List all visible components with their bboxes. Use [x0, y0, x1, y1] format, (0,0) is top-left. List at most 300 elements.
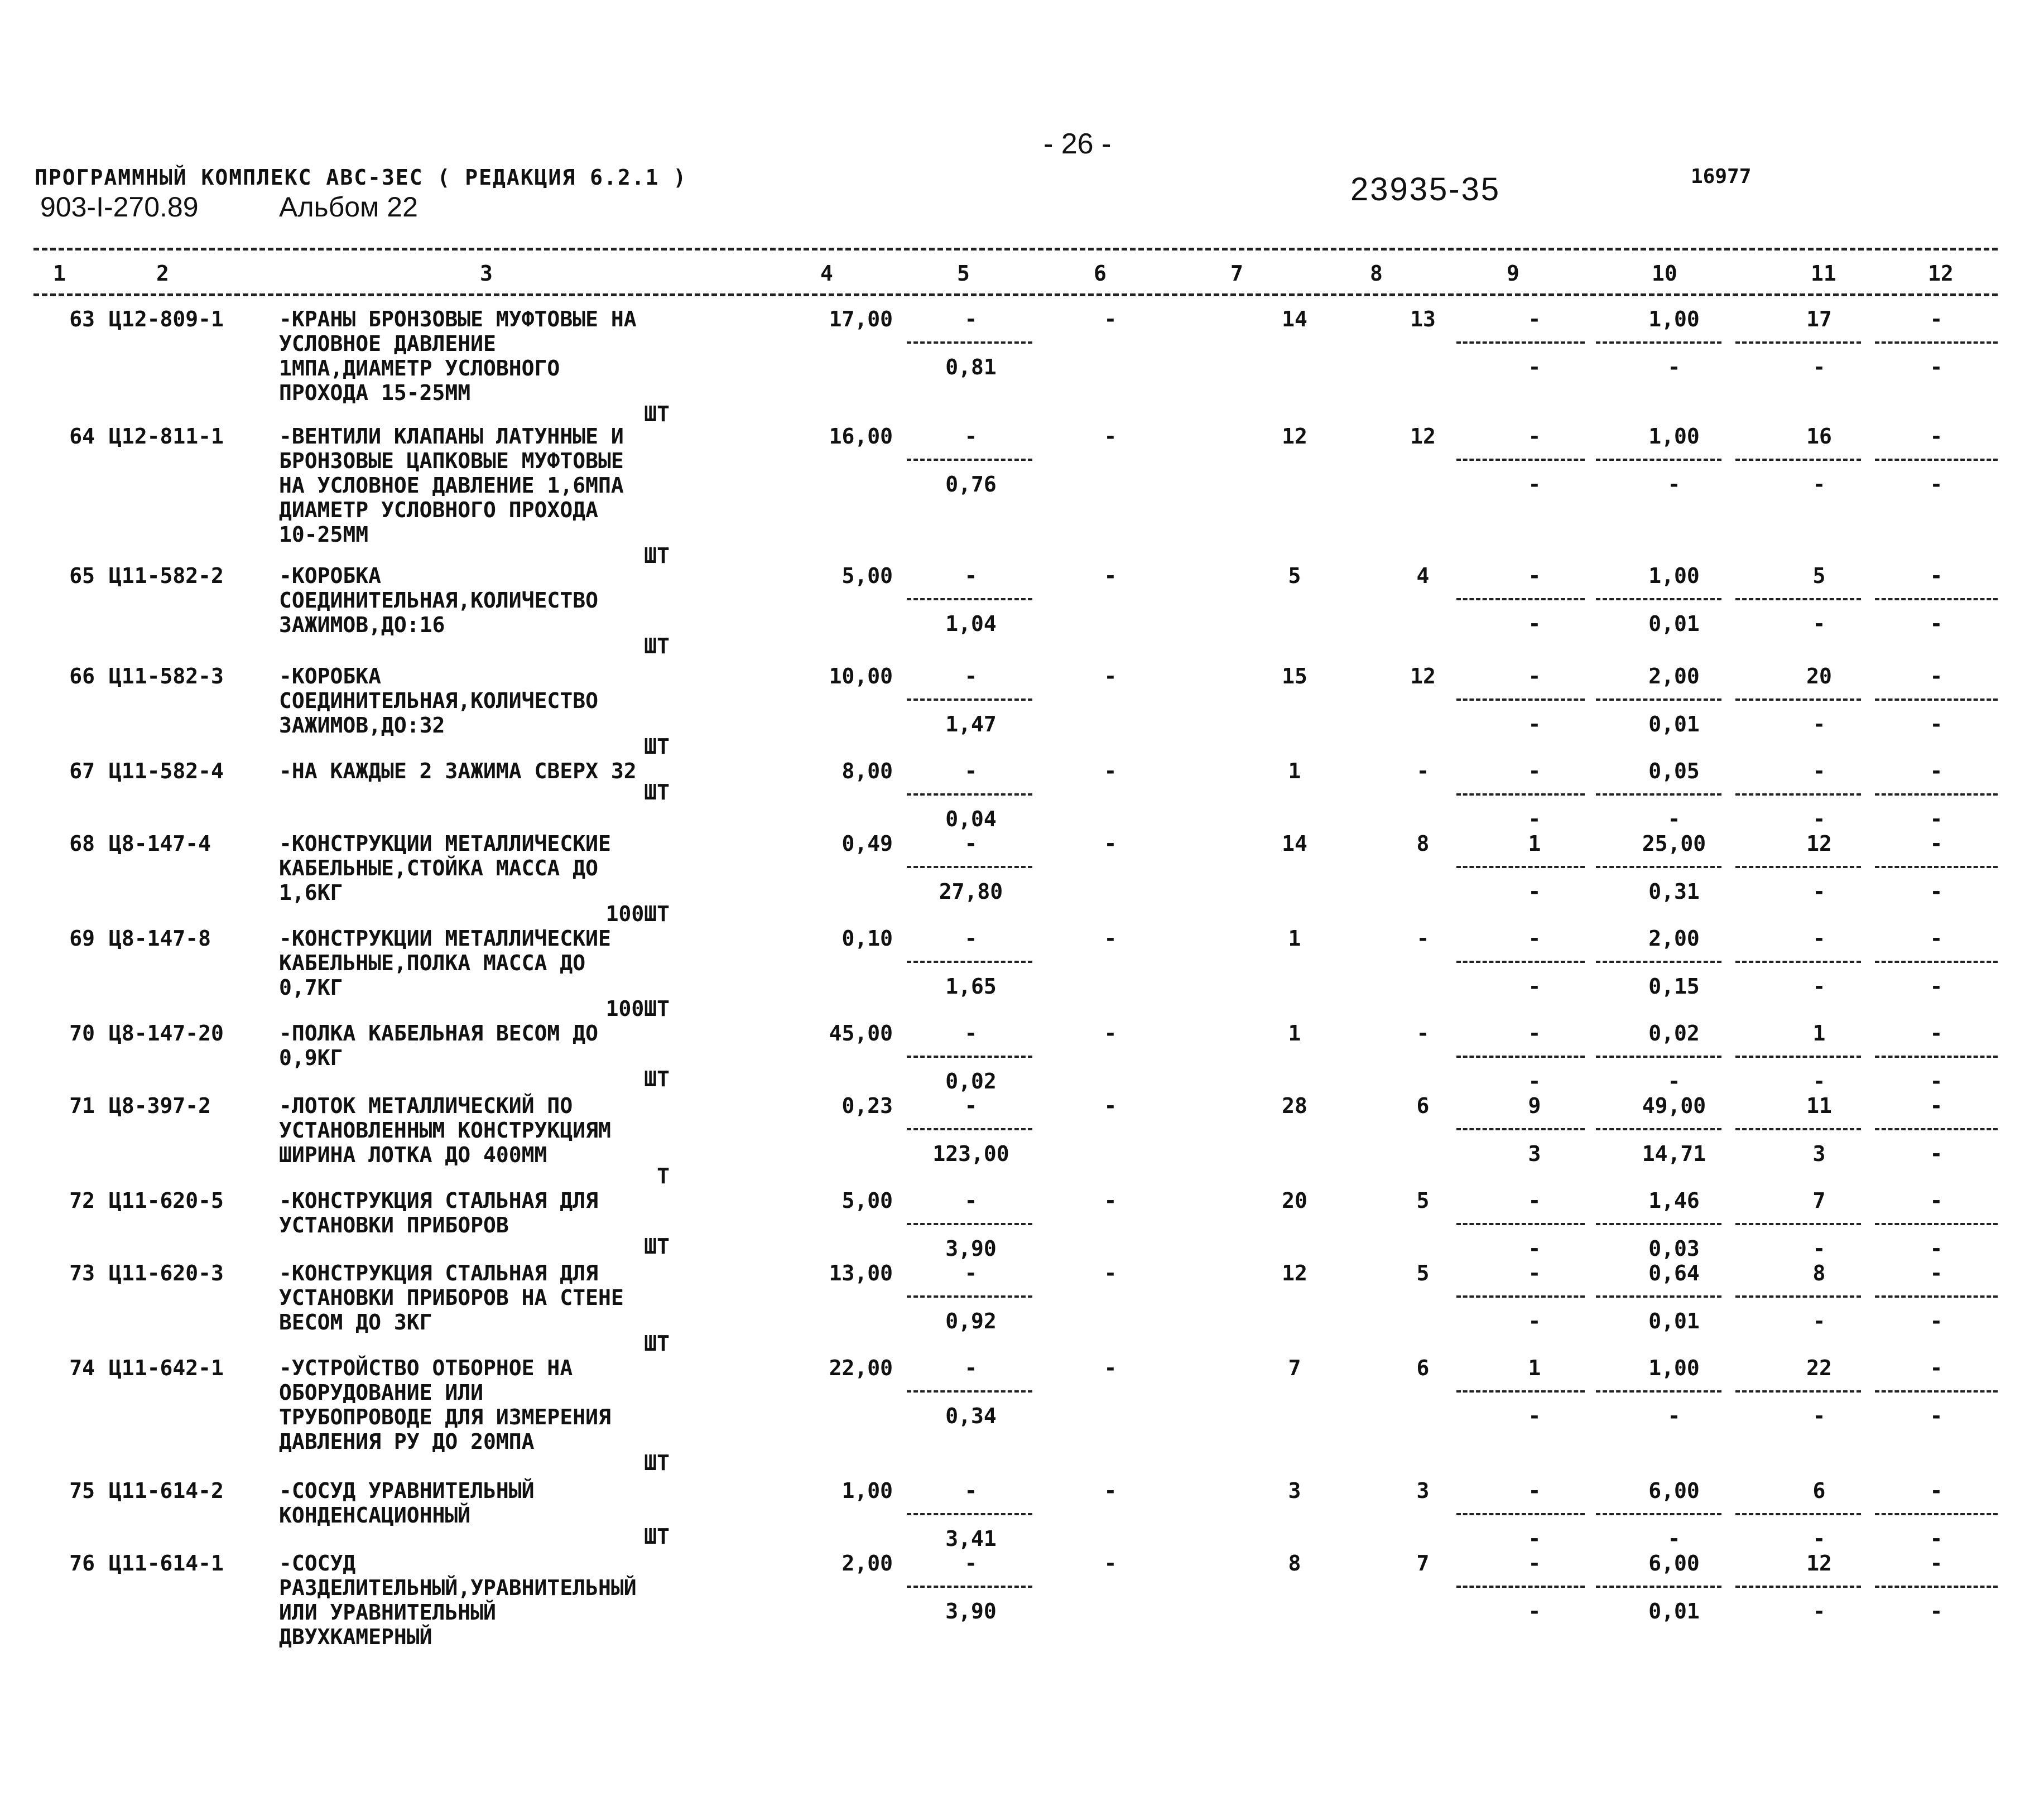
rate-code: Ц8-147-8: [109, 926, 211, 951]
col11-bottom: -: [1812, 1599, 1826, 1623]
col5-divider: [907, 1223, 1032, 1225]
col11-bottom: -: [1812, 974, 1826, 999]
col9-top: -: [1528, 759, 1541, 783]
col9-top: -: [1528, 926, 1541, 951]
col5-bottom: 123,00: [932, 1141, 1009, 1166]
col10-bottom: -: [1667, 1526, 1681, 1551]
description-line: -КРАНЫ БРОНЗОВЫЕ МУФТОВЫЕ НА: [279, 307, 637, 331]
col10-divider: [1596, 1586, 1721, 1588]
col8-value: 13: [1410, 307, 1436, 331]
row-number: 63: [69, 307, 95, 331]
col10-top: 1,00: [1648, 563, 1700, 588]
col5-top: -: [964, 664, 978, 688]
col9-bottom: -: [1528, 1526, 1541, 1551]
col9-bottom: -: [1528, 472, 1541, 497]
col5-top: -: [964, 424, 978, 449]
col12-bottom: -: [1930, 879, 1943, 904]
col12-bottom: -: [1930, 472, 1943, 497]
col9-divider: [1456, 866, 1585, 868]
row-number: 69: [69, 926, 95, 951]
col10-top: 0,05: [1648, 759, 1700, 783]
col10-top: 1,00: [1648, 307, 1700, 331]
col11-divider: [1735, 459, 1861, 461]
col12-top: -: [1930, 563, 1943, 588]
col11-divider: [1735, 1586, 1861, 1588]
rate-code: Ц11-614-2: [109, 1478, 224, 1503]
col9-top: -: [1528, 1021, 1541, 1046]
col12-divider: [1875, 866, 1998, 868]
col5-top: -: [964, 759, 978, 783]
column-header-8: 8: [1370, 261, 1383, 286]
description-line: СОЕДИНИТЕЛЬНАЯ,КОЛИЧЕСТВО: [279, 688, 598, 713]
unit-label: ШТ: [644, 1331, 670, 1356]
col8-value: -: [1416, 926, 1430, 951]
col12-bottom: -: [1930, 1526, 1943, 1551]
col5-divider: [907, 1586, 1032, 1588]
col10-divider: [1596, 793, 1721, 796]
unit-label: ШТ: [644, 1524, 670, 1549]
rate-code: Ц11-620-5: [109, 1188, 224, 1213]
col10-divider: [1596, 961, 1721, 963]
col5-divider: [907, 793, 1032, 796]
col11-divider: [1735, 1390, 1861, 1393]
col10-top: 0,02: [1648, 1021, 1700, 1046]
col9-divider: [1456, 698, 1585, 701]
col8-value: 5: [1416, 1188, 1430, 1213]
description-line: УСТАНОВКИ ПРИБОРОВ: [279, 1213, 509, 1237]
col5-divider: [907, 866, 1032, 868]
col9-top: -: [1528, 664, 1541, 688]
rate-code: Ц12-811-1: [109, 424, 224, 449]
col5-bottom: 0,92: [945, 1309, 997, 1333]
col6-value: -: [1104, 1261, 1117, 1285]
col12-top: -: [1930, 831, 1943, 856]
rate-code: Ц11-620-3: [109, 1261, 224, 1285]
col10-divider: [1596, 1513, 1721, 1515]
col11-bottom: -: [1812, 879, 1826, 904]
col9-divider: [1456, 459, 1585, 461]
unit-label: ШТ: [644, 1234, 670, 1259]
column-header-9: 9: [1507, 261, 1519, 286]
col9-bottom: -: [1528, 1309, 1541, 1333]
quantity-value: 0,10: [841, 926, 893, 951]
col10-top: 1,00: [1648, 1356, 1700, 1380]
quantity-value: 2,00: [841, 1551, 893, 1576]
col8-value: 6: [1416, 1093, 1430, 1118]
header-rule-top: [33, 248, 1998, 250]
col7-value: 15: [1282, 664, 1307, 688]
col7-value: 12: [1282, 424, 1307, 449]
description-line: УСТАНОВКИ ПРИБОРОВ НА СТЕНЕ: [279, 1285, 624, 1310]
col12-top: -: [1930, 1551, 1943, 1576]
col10-bottom: 0,31: [1648, 879, 1700, 904]
col12-bottom: -: [1930, 1236, 1943, 1261]
col7-value: 12: [1282, 1261, 1307, 1285]
col9-top: 9: [1528, 1093, 1541, 1118]
col10-top: 49,00: [1642, 1093, 1706, 1118]
col5-bottom: 0,04: [945, 807, 997, 831]
description-line: ТРУБОПРОВОДЕ ДЛЯ ИЗМЕРЕНИЯ: [279, 1405, 611, 1429]
col5-divider: [907, 1056, 1032, 1058]
col11-top: 1: [1812, 1021, 1826, 1046]
col9-bottom: -: [1528, 807, 1541, 831]
col8-value: 12: [1410, 664, 1436, 688]
column-header-4: 4: [820, 261, 833, 286]
column-header-5: 5: [957, 261, 970, 286]
description-line: -СОСУД: [279, 1551, 356, 1576]
col5-bottom: 0,76: [945, 472, 997, 497]
col12-bottom: -: [1930, 355, 1943, 379]
col11-divider: [1735, 1223, 1861, 1225]
col9-bottom: -: [1528, 355, 1541, 379]
col11-top: -: [1812, 759, 1826, 783]
col11-bottom: -: [1812, 712, 1826, 736]
col12-divider: [1875, 793, 1998, 796]
col10-top: 25,00: [1642, 831, 1706, 856]
col12-divider: [1875, 459, 1998, 461]
col10-bottom: -: [1667, 472, 1681, 497]
col10-divider: [1596, 341, 1721, 344]
col11-top: 22: [1806, 1356, 1832, 1380]
description-line: -СОСУД УРАВНИТЕЛЬНЫЙ: [279, 1478, 535, 1503]
col12-divider: [1875, 1586, 1998, 1588]
col11-divider: [1735, 1295, 1861, 1298]
description-line: -КОРОБКА: [279, 664, 382, 688]
col10-divider: [1596, 1128, 1721, 1130]
col11-bottom: -: [1812, 1404, 1826, 1428]
col9-top: -: [1528, 563, 1541, 588]
col9-divider: [1456, 598, 1585, 600]
col6-value: -: [1104, 1551, 1117, 1576]
row-number: 70: [69, 1021, 95, 1046]
col9-bottom: -: [1528, 1404, 1541, 1428]
col10-bottom: -: [1667, 355, 1681, 379]
col12-top: -: [1930, 1261, 1943, 1285]
quantity-value: 13,00: [829, 1261, 893, 1285]
col5-bottom: 1,65: [945, 974, 997, 999]
col10-divider: [1596, 459, 1721, 461]
description-line: 1,6КГ: [279, 880, 343, 905]
col10-bottom: 0,03: [1648, 1236, 1700, 1261]
col7-value: 28: [1282, 1093, 1307, 1118]
col12-divider: [1875, 1056, 1998, 1058]
description-line: 10-25ММ: [279, 522, 369, 547]
row-number: 76: [69, 1551, 95, 1576]
description-line: НА УСЛОВНОЕ ДАВЛЕНИЕ 1,6МПА: [279, 473, 624, 498]
description-line: -КОНСТРУКЦИЯ СТАЛЬНАЯ ДЛЯ: [279, 1188, 598, 1213]
description-line: -ВЕНТИЛИ КЛАПАНЫ ЛАТУННЫЕ И: [279, 424, 624, 449]
col9-divider: [1456, 1295, 1585, 1298]
col9-divider: [1456, 1128, 1585, 1130]
description-line: КАБЕЛЬНЫЕ,СТОЙКА МАССА ДО: [279, 856, 598, 880]
col8-value: 4: [1416, 563, 1430, 588]
unit-label: ШТ: [644, 634, 670, 658]
column-header-3: 3: [480, 261, 493, 286]
description-line: ДИАМЕТР УСЛОВНОГО ПРОХОДА: [279, 498, 598, 522]
col11-top: -: [1812, 926, 1826, 951]
col10-top: 1,00: [1648, 424, 1700, 449]
col9-bottom: -: [1528, 1069, 1541, 1093]
col12-bottom: -: [1930, 1141, 1943, 1166]
col12-top: -: [1930, 1356, 1943, 1380]
quantity-value: 45,00: [829, 1021, 893, 1046]
col9-divider: [1456, 1056, 1585, 1058]
col9-bottom: -: [1528, 712, 1541, 736]
col10-top: 0,64: [1648, 1261, 1700, 1285]
description-line: ВЕСОМ ДО 3КГ: [279, 1310, 432, 1334]
col9-top: -: [1528, 1188, 1541, 1213]
col5-divider: [907, 1295, 1032, 1298]
quantity-value: 22,00: [829, 1356, 893, 1380]
rate-code: Ц11-614-1: [109, 1551, 224, 1576]
col7-value: 1: [1288, 759, 1301, 783]
unit-label: ШТ: [644, 780, 670, 804]
description-line: ОБОРУДОВАНИЕ ИЛИ: [279, 1380, 484, 1405]
col12-bottom: -: [1930, 1404, 1943, 1428]
column-header-11: 11: [1811, 261, 1836, 286]
col7-value: 14: [1282, 831, 1307, 856]
rate-code: Ц12-809-1: [109, 307, 224, 331]
row-number: 72: [69, 1188, 95, 1213]
col12-divider: [1875, 1513, 1998, 1515]
col12-top: -: [1930, 1478, 1943, 1503]
col10-bottom: 0,15: [1648, 974, 1700, 999]
col8-value: 7: [1416, 1551, 1430, 1576]
col8-value: 6: [1416, 1356, 1430, 1380]
col5-divider: [907, 698, 1032, 701]
col10-bottom: 14,71: [1642, 1141, 1706, 1166]
handwritten-number: 23935-35: [1350, 171, 1501, 208]
description-line: ЗАЖИМОВ,ДО:16: [279, 613, 445, 637]
description-line: 1МПА,ДИАМЕТР УСЛОВНОГО: [279, 356, 560, 380]
description-line: 0,7КГ: [279, 975, 343, 1000]
quantity-value: 5,00: [841, 563, 893, 588]
col12-top: -: [1930, 664, 1943, 688]
row-number: 75: [69, 1478, 95, 1503]
quantity-value: 16,00: [829, 424, 893, 449]
col6-value: -: [1104, 926, 1117, 951]
rate-code: Ц11-642-1: [109, 1356, 224, 1380]
col5-divider: [907, 341, 1032, 344]
col11-top: 12: [1806, 831, 1832, 856]
col12-bottom: -: [1930, 611, 1943, 636]
col10-divider: [1596, 1223, 1721, 1225]
col6-value: -: [1104, 831, 1117, 856]
col11-bottom: -: [1812, 1069, 1826, 1093]
col10-divider: [1596, 1056, 1721, 1058]
col7-value: 5: [1288, 563, 1301, 588]
col7-value: 3: [1288, 1478, 1301, 1503]
col10-divider: [1596, 866, 1721, 868]
col12-top: -: [1930, 424, 1943, 449]
col9-bottom: -: [1528, 611, 1541, 636]
col10-divider: [1596, 1390, 1721, 1393]
col11-top: 20: [1806, 664, 1832, 688]
unit-label: 100ШТ: [605, 902, 670, 926]
col11-divider: [1735, 1128, 1861, 1130]
col9-top: -: [1528, 307, 1541, 331]
col12-top: -: [1930, 307, 1943, 331]
col6-value: -: [1104, 307, 1117, 331]
col10-bottom: 0,01: [1648, 712, 1700, 736]
col6-value: -: [1104, 1093, 1117, 1118]
col11-divider: [1735, 341, 1861, 344]
col10-bottom: -: [1667, 1069, 1681, 1093]
col5-top: -: [964, 831, 978, 856]
column-header-2: 2: [156, 261, 169, 286]
col7-value: 1: [1288, 1021, 1301, 1046]
col11-top: 17: [1806, 307, 1832, 331]
col11-top: 11: [1806, 1093, 1832, 1118]
col12-bottom: -: [1930, 1309, 1943, 1333]
col11-divider: [1735, 1056, 1861, 1058]
col10-bottom: 0,01: [1648, 611, 1700, 636]
unit-label: ШТ: [644, 734, 670, 759]
col9-top: -: [1528, 1478, 1541, 1503]
description-line: -КОНСТРУКЦИЯ СТАЛЬНАЯ ДЛЯ: [279, 1261, 598, 1285]
description-line: РАЗДЕЛИТЕЛЬНЫЙ,УРАВНИТЕЛЬНЫЙ: [279, 1576, 637, 1600]
col12-divider: [1875, 1295, 1998, 1298]
quantity-value: 8,00: [841, 759, 893, 783]
col11-bottom: -: [1812, 472, 1826, 497]
col8-value: 12: [1410, 424, 1436, 449]
col10-bottom: -: [1667, 807, 1681, 831]
description-line: БРОНЗОВЫЕ ЦАПКОВЫЕ МУФТОВЫЕ: [279, 449, 624, 473]
quantity-value: 10,00: [829, 664, 893, 688]
col5-divider: [907, 459, 1032, 461]
col8-value: -: [1416, 759, 1430, 783]
col7-value: 1: [1288, 926, 1301, 951]
col12-divider: [1875, 341, 1998, 344]
col9-divider: [1456, 961, 1585, 963]
col9-bottom: -: [1528, 1236, 1541, 1261]
description-line: ПРОХОДА 15-25ММ: [279, 380, 471, 405]
description-line: ШИРИНА ЛОТКА ДО 400ММ: [279, 1143, 547, 1167]
col9-bottom: -: [1528, 1599, 1541, 1623]
description-line: -КОРОБКА: [279, 563, 382, 588]
rate-code: Ц11-582-2: [109, 563, 224, 588]
col12-bottom: -: [1930, 1069, 1943, 1093]
unit-label: 100ШТ: [605, 996, 670, 1021]
col12-top: -: [1930, 926, 1943, 951]
col5-top: -: [964, 1093, 978, 1118]
col12-top: -: [1930, 1093, 1943, 1118]
col5-top: -: [964, 1021, 978, 1046]
description-line: КАБЕЛЬНЫЕ,ПОЛКА МАССА ДО: [279, 951, 586, 975]
col5-top: -: [964, 563, 978, 588]
col12-bottom: -: [1930, 807, 1943, 831]
unit-label: ШТ: [644, 1067, 670, 1091]
col9-bottom: -: [1528, 879, 1541, 904]
col11-top: 12: [1806, 1551, 1832, 1576]
col11-divider: [1735, 598, 1861, 600]
col12-divider: [1875, 598, 1998, 600]
col11-bottom: -: [1812, 355, 1826, 379]
col12-divider: [1875, 1390, 1998, 1393]
col11-divider: [1735, 961, 1861, 963]
col11-bottom: -: [1812, 1526, 1826, 1551]
col9-top: 1: [1528, 831, 1541, 856]
col6-value: -: [1104, 1478, 1117, 1503]
col11-divider: [1735, 1513, 1861, 1515]
description-line: -ЛОТОК МЕТАЛЛИЧЕСКИЙ ПО: [279, 1093, 573, 1118]
col11-bottom: 3: [1812, 1141, 1826, 1166]
col5-bottom: 27,80: [939, 879, 1003, 904]
col6-value: -: [1104, 1021, 1117, 1046]
rate-code: Ц8-147-20: [109, 1021, 224, 1046]
col9-divider: [1456, 1390, 1585, 1393]
col11-top: 5: [1812, 563, 1826, 588]
description-line: СОЕДИНИТЕЛЬНАЯ,КОЛИЧЕСТВО: [279, 588, 598, 613]
col10-top: 6,00: [1648, 1478, 1700, 1503]
col7-value: 14: [1282, 307, 1307, 331]
col10-divider: [1596, 698, 1721, 701]
col5-divider: [907, 598, 1032, 600]
description-line: -КОНСТРУКЦИИ МЕТАЛЛИЧЕСКИЕ: [279, 926, 611, 951]
col10-bottom: -: [1667, 1404, 1681, 1428]
col9-bottom: -: [1528, 974, 1541, 999]
col5-divider: [907, 1390, 1032, 1393]
col9-divider: [1456, 341, 1585, 344]
col5-bottom: 1,47: [945, 712, 997, 736]
quantity-value: 0,49: [841, 831, 893, 856]
col6-value: -: [1104, 1356, 1117, 1380]
col12-divider: [1875, 1128, 1998, 1130]
quantity-value: 17,00: [829, 307, 893, 331]
description-line: УСТАНОВЛЕННЫМ КОНСТРУКЦИЯМ: [279, 1118, 611, 1143]
row-number: 73: [69, 1261, 95, 1285]
header-rule-bottom: [33, 293, 1998, 296]
description-line: -ПОЛКА КАБЕЛЬНАЯ ВЕСОМ ДО: [279, 1021, 598, 1046]
col10-divider: [1596, 1295, 1721, 1298]
col5-top: -: [964, 1356, 978, 1380]
col5-top: -: [964, 307, 978, 331]
column-header-1: 1: [53, 261, 66, 286]
col5-bottom: 3,41: [945, 1526, 997, 1551]
col12-bottom: -: [1930, 712, 1943, 736]
col6-value: -: [1104, 1188, 1117, 1213]
col11-bottom: -: [1812, 807, 1826, 831]
col10-bottom: 0,01: [1648, 1599, 1700, 1623]
unit-label: Т: [657, 1164, 670, 1188]
rate-code: Ц8-397-2: [109, 1093, 211, 1118]
col6-value: -: [1104, 664, 1117, 688]
description-line: КОНДЕНСАЦИОННЫЙ: [279, 1503, 471, 1528]
col12-top: -: [1930, 1021, 1943, 1046]
col7-value: 20: [1282, 1188, 1307, 1213]
col11-top: 6: [1812, 1478, 1826, 1503]
col12-bottom: -: [1930, 1599, 1943, 1623]
quantity-value: 0,23: [841, 1093, 893, 1118]
col12-top: -: [1930, 759, 1943, 783]
col10-top: 6,00: [1648, 1551, 1700, 1576]
column-header-12: 12: [1928, 261, 1954, 286]
col5-bottom: 1,04: [945, 611, 997, 636]
row-number: 66: [69, 664, 95, 688]
col5-top: -: [964, 1478, 978, 1503]
unit-label: ШТ: [644, 543, 670, 568]
col9-top: -: [1528, 1551, 1541, 1576]
col11-top: 7: [1812, 1188, 1826, 1213]
col11-divider: [1735, 698, 1861, 701]
col8-value: 3: [1416, 1478, 1430, 1503]
col5-bottom: 0,02: [945, 1069, 997, 1093]
row-number: 68: [69, 831, 95, 856]
rate-code: Ц8-147-4: [109, 831, 211, 856]
col8-value: 5: [1416, 1261, 1430, 1285]
col9-bottom: 3: [1528, 1141, 1541, 1166]
col8-value: 8: [1416, 831, 1430, 856]
